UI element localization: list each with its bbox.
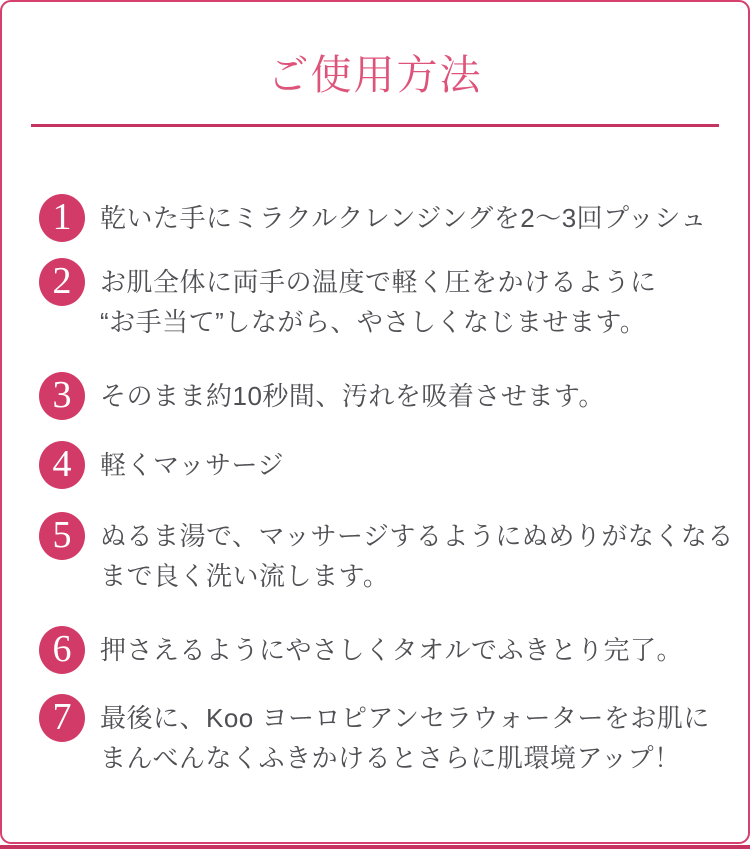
step-row — [39, 194, 707, 242]
step-text: 軽くマッサージ — [100, 450, 284, 480]
step-text: まで良く洗い流します。 — [100, 561, 390, 591]
step-number-badge: 5 — [39, 512, 85, 560]
title-underline-rule — [31, 124, 719, 127]
step-row — [39, 626, 683, 674]
step-number-badge: 4 — [39, 441, 85, 489]
bottom-divider-bar — [0, 845, 750, 849]
step-text: お肌全体に両手の温度で軽く圧をかけるように — [100, 267, 657, 297]
page-title: ご使用方法 — [267, 52, 483, 98]
step-row — [39, 258, 657, 342]
step-text: そのまま約10秒間、汚れを吸着させます。 — [100, 381, 605, 411]
step-number-badge: 3 — [39, 372, 85, 420]
step-number-badge: 1 — [39, 194, 85, 242]
step-text: 押さえるようにやさしくタオルでふきとり完了。 — [100, 635, 684, 665]
step-number-badge: 6 — [39, 626, 85, 674]
step-text: “お手当て”しながら、やさしくなじませます。 — [100, 307, 647, 337]
step-text: 最後に、Koo ヨーロピアンセラウォーターをお肌に — [100, 703, 710, 733]
step-row — [39, 441, 284, 489]
step-row — [39, 694, 710, 778]
step-number-badge: 2 — [39, 258, 85, 306]
step-text: まんべんなくふきかけるとさらに肌環境アップ！ — [100, 743, 681, 773]
step-number-badge: 7 — [39, 694, 85, 742]
step-text: ぬるま湯で、マッサージするようにぬめりがなくなる — [100, 521, 734, 551]
step-row — [39, 512, 734, 596]
step-text: 乾いた手にミラクルクレンジングを2〜3回プッシュ — [100, 203, 707, 233]
step-row — [39, 372, 605, 420]
